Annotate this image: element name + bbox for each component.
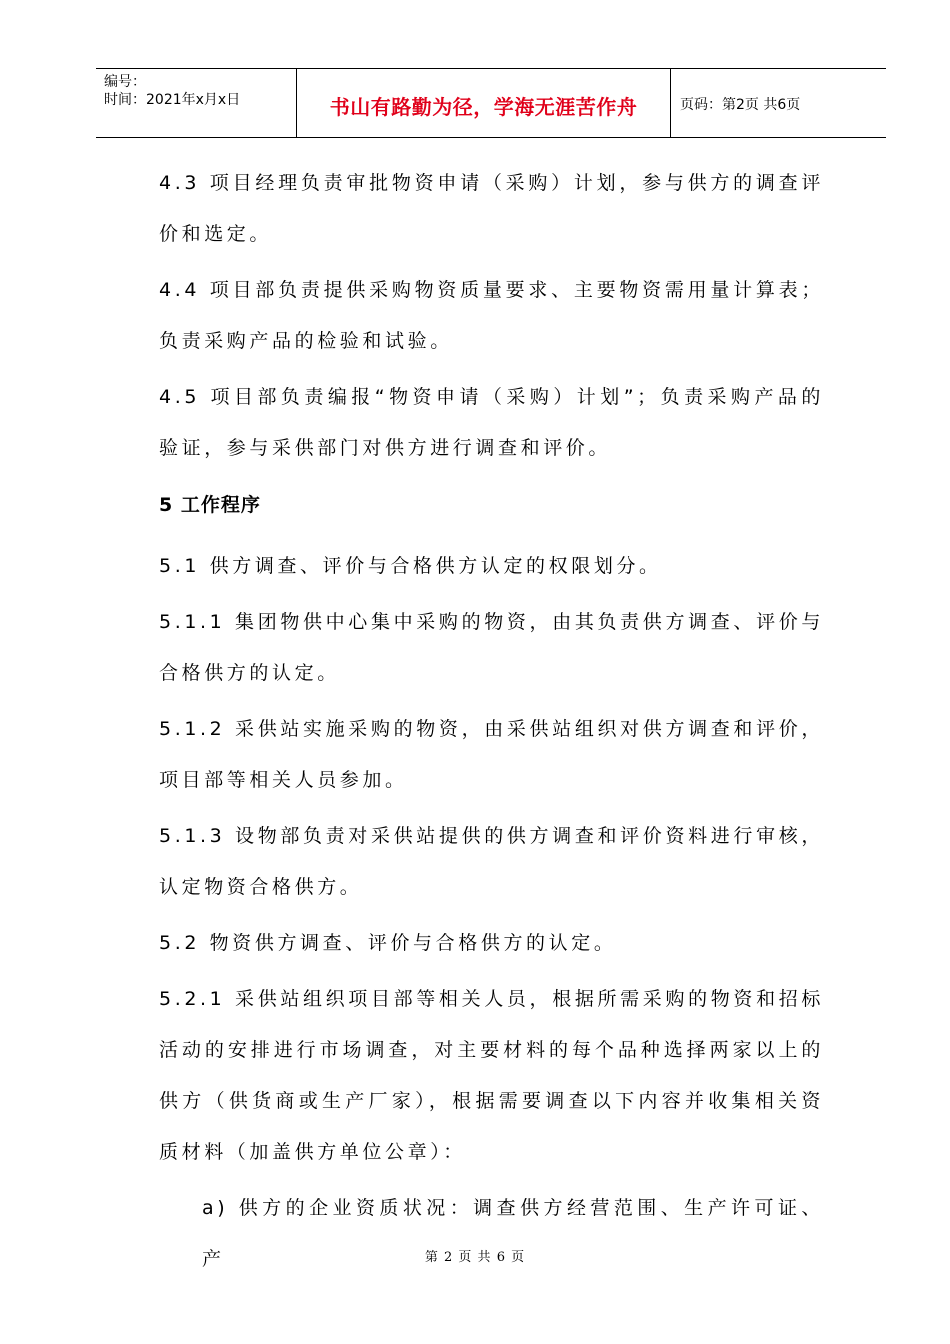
clause-4-4: 4.4 项目部负责提供采购物资质量要求、主要物资需用量计算表；负责采购产品的检验和试验。 (159, 279, 824, 352)
header-meta (104, 73, 240, 109)
clause-4-3: 4.3 项目经理负责审批物资申请（采购）计划，参与供方的调查评价和选定。 (159, 172, 824, 245)
clause-5-1-3: 5.1.3 设物部负责对采供站提供的供方调查和评价资料进行审核，认定物资合格供方。 (159, 825, 824, 898)
header-motto: 书山有路勤为径，学海无涯苦作舟 (329, 95, 638, 119)
page-header (96, 68, 886, 138)
clause-5-1-2: 5.1.2 采供站实施采购的物资，由采供站组织对供方调查和评价，项目部等相关人员参加。 (159, 718, 824, 791)
header-divider (670, 69, 671, 137)
item-a: a) 供方的企业资质状况：调查供方经营范围、生产许可证、产 (202, 1197, 824, 1270)
clause-4-5: 4.5 项目部负责编报“物资申请（采购）计划”；负责采购产品的验证，参与采供部门对供方进行调查和评价。 (159, 386, 824, 459)
clause-5-2: 5.2 物资供方调查、评价与合格供方的认定。 (159, 932, 617, 954)
clause-5-1-1: 5.1.1 集团物供中心集中采购的物资，由其负责供方调查、评价与合格供方的认定。 (159, 611, 824, 684)
section-heading-5: 5 工作程序 (159, 494, 261, 516)
header-page-number: 页码：第2页 共6页 (680, 97, 801, 113)
clause-5-1: 5.1 供方调查、评价与合格供方认定的权限划分。 (159, 555, 662, 577)
clause-5-2-1: 5.2.1 采供站组织项目部等相关人员，根据所需采购的物资和招标活动的安排进行市场调查，对主要材料的每个品种选择两家以上的供方（供货商或生产厂家），根据需要调查以下内容并收集相关资质材料（加盖供方单位公章）： (159, 988, 824, 1163)
document-body (159, 158, 824, 1285)
document-time-label: 时间：2021年x月x日 (104, 92, 241, 108)
page-footer: 第 2 页 共 6 页 (424, 1250, 526, 1265)
document-number-label: 编号： (104, 74, 146, 90)
